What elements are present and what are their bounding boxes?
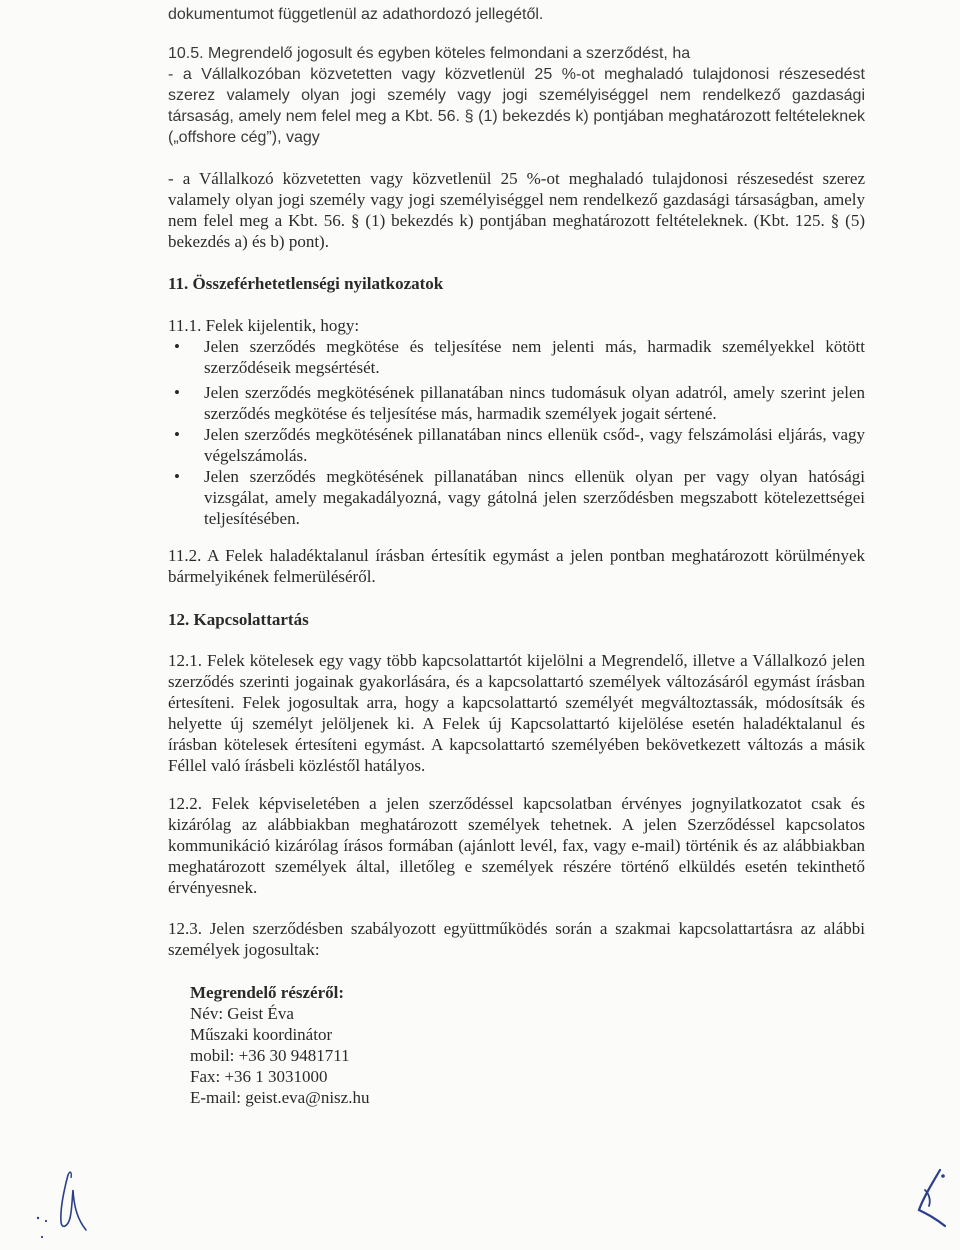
bullet-icon: •: [174, 337, 180, 356]
initials-right-signature-icon: [905, 1160, 955, 1240]
contact-email: E-mail: geist.eva@nisz.hu: [190, 1088, 370, 1107]
bullet-icon: •: [174, 467, 180, 486]
bullet-icon: •: [174, 425, 180, 444]
contact-heading: Megrendelő részéről:: [190, 983, 345, 1002]
contact-mobile: mobil: +36 30 9481711: [190, 1046, 350, 1065]
list-item-text: Jelen szerződés megkötésének pillanatában nincs ellenük olyan per vagy olyan hatósági vizsgálat, amely megakadályozná, vagy gátolná jelen szerződésben megszabott kötelezettségei teljesítésében.: [204, 467, 865, 528]
list-item: [168, 424, 865, 466]
clause-11-1: 11.1. Felek kijelentik, hogy:: [168, 316, 360, 335]
contact-name: Név: Geist Éva: [190, 1004, 294, 1023]
list-item-text: Jelen szerződés megkötésének pillanatában nincs tudomásuk olyan adatról, amely szerint jelen szerződés megkötése és teljesítése más, harmadik személyek jogait sértené.: [204, 383, 865, 423]
clause-10-5-ownership: - a Vállalkozó közvetetten vagy közvetlenül 25 %-ot meghaladó tulajdonosi részesedést szerez valamely olyan jogi személy vagy jogi személyiséggel nem rendelkező gazdasági társaságban, amely nem felel meg a Kbt. 56. § (1) bekezdés k) pontjában meghatározott feltételeknek. (Kbt. 125. § (5) bekezdés a) és b) pont).: [168, 169, 865, 251]
list-item-text: Jelen szerződés megkötése és teljesítése nem jelenti más, harmadik személyekkel kötött szerződéseik megsértését.: [204, 337, 865, 377]
clause-10-5: 10.5. Megrendelő jogosult és egyben köteles felmondani a szerződést, ha: [168, 45, 691, 62]
continuation-line: dokumentumot függetlenül az adathordozó jellegétől.: [168, 6, 544, 23]
declaration-list: [168, 336, 865, 529]
clause-11-2: 11.2. A Felek haladéktalanul írásban értesítik egymást a jelen pontban meghatározott körülmények bármelyikének felmerüléséről.: [168, 546, 865, 586]
clause-12-1: 12.1. Felek kötelesek egy vagy több kapcsolattartót kijelölni a Megrendelő, illetve a Vállalkozó jelen szerződés szerinti jogainak gyakorlására, és a kapcsolattartó személyek változásáról egymást írásban értesíteni. Felek jogosultak arra, hogy a kapcsolattartó személyét megváltoztassák, módosítsák és helyette új személyt jelöljenek ki. A Felek új Kapcsolattartó kijelölése esetén haladéktalanul és írásban kötelesek értesíteni egymást. A kapcsolattartó személyében bekövetkezett változás a másik Féllel való írásbeli közléstől hatályos.: [168, 651, 865, 775]
list-item: [168, 382, 865, 424]
bullet-icon: •: [174, 383, 180, 402]
list-item: [168, 336, 865, 378]
list-item-text: Jelen szerződés megkötésének pillanatában nincs ellenük csőd-, vagy felszámolási eljárás, vagy végelszámolás.: [204, 425, 865, 465]
initials-left-signature-icon: [28, 1160, 108, 1245]
clause-10-5-offshore: - a Vállalkozóban közvetetten vagy közvetlenül 25 %-ot meghaladó tulajdonosi részesedést szerez valamely olyan jogi személy vagy jogi személyiséggel nem rendelkező gazdasági társaság, amely nem felel meg a Kbt. 56. § (1) bekezdés k) pontjában meghatározott feltételeknek („offshore cég”), vagy: [168, 66, 865, 146]
section-12-heading: 12. Kapcsolattartás: [168, 610, 309, 629]
contact-fax: Fax: +36 1 3031000: [190, 1067, 328, 1086]
list-item: [168, 466, 865, 529]
clause-12-2: 12.2. Felek képviseletében a jelen szerződéssel kapcsolatban érvényes jognyilatkozatot csak és kizárólag az alábbiakban meghatározott személyek tehetnek. A jelen Szerződéssel kapcsolatos kommunikáció kizárólag írásos formában (ajánlott levél, fax, vagy e-mail) történik és az alábbiakban meghatározott személyek által, illetőleg e személyek részére történő elküldés esetén tekinthető érvényesnek.: [168, 794, 865, 897]
contact-role: Műszaki koordinátor: [190, 1025, 333, 1044]
contact-block: [190, 982, 590, 1108]
section-11-heading: 11. Összeférhetetlenségi nyilatkozatok: [168, 274, 444, 293]
clause-12-3: 12.3. Jelen szerződésben szabályozott együttműködés során a szakmai kapcsolattartásra az alábbi személyek jogosultak:: [168, 919, 865, 959]
